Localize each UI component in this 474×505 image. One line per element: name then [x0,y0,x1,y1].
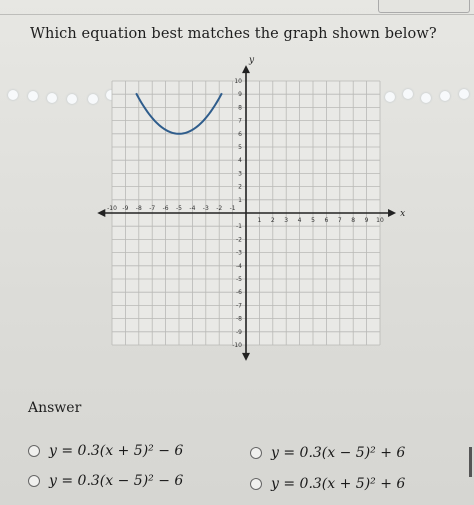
y-tick-label: -8 [236,315,242,323]
x-tick-label: 9 [364,217,369,224]
radio-button[interactable] [250,447,262,459]
radio-button[interactable] [250,478,262,490]
y-tick-label: 2 [238,183,242,191]
coordinate-graph [96,55,412,362]
x-tick-label: -5 [176,205,182,212]
y-tick-label: -4 [236,262,242,270]
x-tick-label: 5 [311,217,315,224]
x-axis-arrow-left [97,209,105,217]
x-tick-label: -9 [122,205,129,212]
x-tick-label: 8 [351,217,356,224]
x-tick-label: -7 [149,205,156,212]
x-tick-label: 6 [324,217,329,224]
x-tick-label: 2 [270,217,275,224]
radio-button[interactable] [28,475,40,487]
answer-label: Answer [28,400,82,416]
loading-dot [421,93,431,103]
option-4-text: y = 0.3(x + 5)² + 6 [271,476,406,492]
scrollbar-thumb[interactable] [469,447,472,477]
x-tick-label: -6 [162,205,169,212]
loading-dot [459,89,469,99]
option-2-text: y = 0.3(x − 5)² + 6 [271,445,406,461]
y-tick-label: 1 [238,196,242,204]
option-3-text: y = 0.3(x − 5)² − 6 [49,473,184,489]
option-1[interactable] [28,443,183,459]
x-axis-label: x [400,209,406,219]
option-1-text: y = 0.3(x + 5)² − 6 [49,443,184,459]
y-tick-label: 7 [238,117,242,125]
y-tick-label: -1 [236,223,242,231]
y-tick-label: -2 [236,236,242,244]
y-axis-label: y [249,55,255,66]
y-tick-label: -9 [236,328,242,336]
x-tick-label: -1 [229,205,236,212]
loading-dot [28,91,38,101]
y-tick-label: -10 [232,342,242,349]
loading-dot [440,91,450,101]
loading-dot [47,93,57,103]
x-tick-label: -2 [216,205,223,212]
x-tick-label: -10 [107,205,117,212]
x-tick-label: 10 [376,217,384,224]
x-axis-arrow-right [388,209,396,217]
x-tick-label: 7 [337,217,342,224]
y-tick-label: 6 [238,130,242,138]
y-tick-label: 10 [234,78,242,85]
loading-dot [67,94,77,104]
x-tick-label: -8 [135,205,142,212]
y-axis-arrow-up [242,65,250,73]
y-tick-label: 5 [238,144,242,151]
top-bar [0,0,474,15]
option-4[interactable] [250,476,405,492]
x-tick-label: -3 [202,205,209,212]
y-tick-label: 9 [238,91,242,99]
loading-dot [8,90,18,100]
option-2[interactable] [250,445,405,461]
y-tick-label: 3 [238,170,242,178]
x-tick-label: 1 [257,217,262,224]
y-tick-label: -7 [236,302,242,310]
top-toolbar-box[interactable] [378,0,470,13]
y-tick-label: -5 [236,276,242,283]
option-3[interactable] [28,473,183,489]
y-axis-arrow-down [242,353,250,361]
x-tick-label: 3 [284,217,289,224]
question-text: Which equation best matches the graph shown below? [30,26,437,42]
y-tick-label: 8 [238,104,242,112]
y-tick-label: -6 [236,289,242,297]
y-tick-label: 4 [238,157,242,165]
radio-button[interactable] [28,445,40,457]
y-tick-label: -3 [236,249,242,257]
x-tick-label: 4 [297,217,302,224]
x-tick-label: -4 [189,205,196,212]
